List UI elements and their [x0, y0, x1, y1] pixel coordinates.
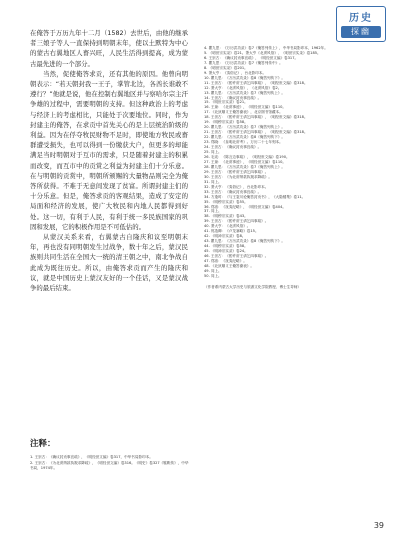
note-item: 11. 王崇古：《酌许虏王请乞四事疏》，《明经世文编》卷318。	[204, 80, 308, 85]
note-item: 14. 王崇古：《确议封贡事宜疏》。	[204, 95, 262, 100]
note-item: 32. 萧大亨：《夷俗记》，台北影印本。	[204, 184, 269, 189]
column-tab	[336, 6, 386, 42]
author-note: （作者系内蒙古大学历史与旅游文化学院教授、博士生导师）	[204, 284, 302, 289]
note-item: 10. 瞿九思：《万历武功录》卷8《俺答列传下》。	[204, 75, 286, 80]
note-item: 38. 《明穆宗实录》卷43。	[204, 214, 248, 219]
note-item: 2. 王崇古：《为北虏纳款执叛求降疏》，《明经世文编》卷316。《明史》卷327《鞑靼传》，中华书局，1974年。	[30, 461, 189, 471]
note-item: 43. 瞿九思：《万历武功录》卷8《俺答列传下》。	[204, 239, 286, 244]
note-item: 28. 瞿九思：《万历武功录》卷7《俺答列传上》。	[204, 164, 286, 169]
note-item: 44. 《明穆宗实录》卷58。	[204, 244, 248, 249]
note-item: 46. 王崇古：《酌许虏王请乞四事疏》。	[204, 254, 269, 259]
note-item: 34. 方逢时：《与王鉴川论俺答封贡书》，《大隐楼集》卷11。	[204, 194, 306, 199]
notes-list-right	[204, 46, 374, 290]
notes-heading: 注释：	[30, 439, 56, 449]
note-item: 21. 王崇古：《酌许虏王请乞四事疏》，《明经世文编》卷318。	[204, 130, 308, 135]
note-item: 16. 王琼：《北虏事迹》，《明经世文编》卷110。	[204, 105, 286, 110]
note-item: 30. 王崇古：《为北虏纳款执叛求降疏》。	[204, 174, 272, 179]
note-item: 50. 同上。	[204, 273, 222, 278]
note-item: 39. 王崇古：《酌许虏王请乞四事疏》。	[204, 219, 269, 224]
note-item: 35. 《明穆宗实录》卷55。	[204, 199, 248, 204]
page-number: 39	[373, 521, 384, 530]
note-item: 1. 王崇古：《确议封贡事宜疏》，《明经世文编》卷317，中华书局影印本。	[30, 455, 153, 459]
note-item: 5. 《明世宗实录》卷21。萧大亨《北虏风俗》、《明世宗实录》卷185。	[204, 50, 321, 55]
note-item: 7. 瞿九思：《万历武功录》卷7《俺答列传中》。	[204, 60, 283, 65]
body-paragraph: 在俺答于万历九年十二月（1582）去世后，由他的继承者三娘子等人一直保持到明朝末年，使以土默特为中心的蒙古右翼地区人畜兴旺，人民生活得到提高，成为蒙古最先进的一个部分。	[30, 29, 188, 68]
note-item: 26. 毛宪：《陈言边事疏》，《明经世文编》卷190。	[204, 154, 290, 159]
note-item: 27. 王琼：《北虏事迹》，《明经世文编》卷110。	[204, 159, 286, 164]
note-item: 40. 萧大亨：《北虏风俗》。	[204, 224, 251, 229]
note-item: 42. 《明神宗实录》卷8。	[204, 234, 246, 239]
note-item: 24. 王崇古：《确议封贡事宜疏》。	[204, 145, 262, 150]
note-item: 37. 同上。	[204, 209, 222, 214]
body-paragraph: 从蒙汉关系来看，右翼蒙古自隆庆和议至明朝末年，再也没有同明朝发生过战争，数十年之后，蒙汉民族则共同生活在全国大一统的清王朝之中，南北争战自此成为既往历史。所以，由俺答求贡而产生的隆庆和议，就是中国历史上蒙汉友好的一个佳话，又是蒙汉战争的最后结束。	[30, 233, 188, 293]
note-item: 33. 王崇古：《确议封贡事宜疏》。	[204, 189, 262, 194]
article-body	[30, 28, 188, 293]
note-item: 22. 瞿九思：《万历武功录》卷8《俺答列传下》。	[204, 135, 286, 140]
note-item: 48. 《北狄顺义王俺答谢表》。	[204, 263, 254, 268]
note-item: 4. 瞿九思：《万历武功录》卷7《俺答列传上》，中华书局影印本，1962年。	[204, 46, 328, 50]
note-item: 41. 郭造卿：《卢龙塞略》卷15。	[204, 229, 259, 234]
note-item: 18. 王崇古：《酌许虏王请乞四事疏》，《明经世文编》卷318。	[204, 115, 308, 120]
note-item: 23. 郑晓：《皇明北虏考》。万历二十七年刻本。	[204, 140, 283, 145]
note-item: 6. 王崇古：《确议封贡事宜疏》，《明经世文编》卷317。	[204, 55, 299, 60]
note-item: 29. 王崇古：《酌许虏王请乞四事疏》。	[204, 169, 269, 174]
note-item: 31. 同上。	[204, 179, 222, 184]
note-item: 8. 《明世宗实录》卷201。	[204, 65, 248, 70]
note-item: 12. 萧大亨：《北虏风俗》，《北虏风俗》卷2。	[204, 85, 282, 90]
note-item: 25. 同上。	[204, 150, 222, 155]
note-item: 20. 瞿九思：《万历武功录》卷7《俺答列传上》。	[204, 125, 286, 130]
notes-list-left	[30, 455, 190, 473]
note-item: 36. 郑洛：《抚夷纪略》，《明经世文编》卷404。	[204, 204, 286, 209]
note-item: 19. 《明穆宗实录》卷58。	[204, 120, 248, 125]
body-paragraph: 当然，促使俺答求贡，还有其他的原因。他曾向明朝表示：“若天朝封我一王子，掌管北边，各酋长谁敢不遵行？”他就是说，他在控制右翼地区并与察哈尔宗主汗争雄的过程中，需要明朝的支持。但这种政治上的考虑与经济上的考虑相比，只能处于次要地位。同时，作为封建主的俺答，在求贡中首先关心的是上层统治阶级的利益。因为在俘夺牧民财物不足时，即使地方牧民或畜群遭受损失，也可以得到一份缴获大户，但更多的却能满足当时明朝对于互市的需求，只是随着封建主的积累而改变，而互市中的贡赏之利益为封建主们十分乐意。在与明朝的贡赏中，明朝所颁赐的大量物品则完全为俺答所获得。不难于无意间发现了贫富。所谓封建主们的十分乐意。但是，俺答求贡的客观结果，造成了安定的局面和经济的发展，使广大牧民和内地人民都得到好处。这一切，有利于人民，有利于统一多民族国家的巩固和发展，它的积极作用是不可低估的。	[30, 69, 188, 231]
note-item: 49. 同上。	[204, 268, 222, 273]
note-item: 47. 郑洛：《抚夷纪略》。	[204, 258, 247, 263]
note-item: 9. 萧大亨：《夷俗记》，台北影印本。	[204, 70, 267, 75]
note-item: 17. 《北狄顺义王俺答谢表》，北京图书馆藏本。	[204, 110, 283, 115]
note-item: 13. 瞿九思：《万历武功录》卷7《俺答列传上》。	[204, 90, 286, 95]
column-tab-subtitle: 探幽	[341, 26, 381, 38]
note-item: 45. 《明神宗实录》卷24。	[204, 249, 248, 254]
column-tab-title: 历史	[349, 13, 373, 24]
note-item: 15. 《明世宗实录》卷21。	[204, 100, 248, 105]
